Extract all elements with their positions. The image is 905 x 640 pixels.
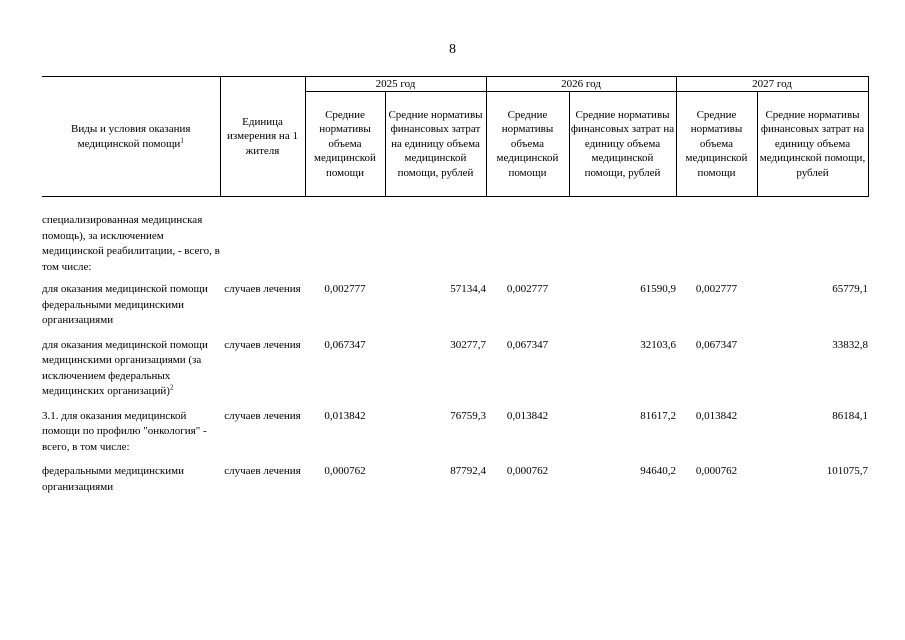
row-volume-2025 [305,213,385,282]
row-volume-2027: 0,067347 [695,338,738,351]
row-volume-2026: 0,000762 [506,465,549,477]
row-name: специализированная медицинская помощь), за исключением медицинской реабилитации, - всего, в том числе: [42,214,220,273]
table-row [42,282,868,338]
table-row [42,338,868,409]
header-year-2027: 2027 год [676,77,868,92]
row-unit: случаев лечения [224,338,301,351]
row-volume-2026: 0,002777 [506,283,549,295]
table-row [42,213,868,282]
header-unit: Единица измерения на 1 жителя [220,77,305,197]
row-volume-2026: 0,013842 [506,409,549,422]
row-finance-2027: 86184,1 [832,409,868,422]
row-finance-2026: 81617,2 [640,409,676,422]
row-unit: случаев лечения [224,283,301,295]
header-2027-volume: Средние нормативы объема медицинской помощи [676,92,757,197]
row-name: федеральными медицинскими организациями [42,465,185,493]
page-number: 8 [449,42,456,57]
row-volume-2025: 0,002777 [324,283,366,295]
row-volume-2027: 0,002777 [695,283,738,295]
row-footnote: 2 [169,383,174,392]
header-2025-volume: Средние нормативы объема медицинской помощи [305,92,385,197]
row-finance-2027: 101075,7 [826,465,868,477]
row-finance-2026 [569,213,676,282]
header-type-of-care [42,77,220,197]
row-unit [220,213,305,282]
table-row [42,409,868,465]
header-year-2026: 2026 год [486,77,676,92]
header-year-2025: 2025 год [305,77,486,92]
header-2027-finance: Средние нормативы финансовых затрат на единицу объема медицинской помощи, рублей [757,92,868,197]
row-finance-2026: 32103,6 [640,338,676,351]
row-finance-2027: 33832,8 [832,338,868,351]
row-name: для оказания медицинской помощи медицинскими организациями (за исключением федеральных медицинских организаций)$^2$ [42,338,208,397]
row-unit: случаев лечения [224,465,301,477]
row-finance-2026: 61590,9 [640,283,676,295]
row-volume-2025: 0,000762 [324,465,366,477]
table-row [42,464,868,504]
row-name: для оказания медицинской помощи федеральными медицинскими организациями [42,283,208,326]
row-volume-2026: 0,067347 [506,338,549,351]
row-volume-2026 [486,213,569,282]
row-finance-2025: 87792,4 [450,465,486,477]
header-2025-finance: Средние нормативы финансовых затрат на единицу объема медицинской помощи, рублей [385,92,486,197]
header-type-text: Виды и условия оказания медицинской помощи [71,123,191,150]
row-finance-2025 [385,213,486,282]
header-2026-volume: Средние нормативы объема медицинской помощи [486,92,569,197]
header-2026-finance: Средние нормативы финансовых затрат на единицу объема медицинской помощи, рублей [569,92,676,197]
row-name: 3.1. для оказания медицинской помощи по профилю "онкология" - всего, в том числе: [42,409,207,453]
row-volume-2027: 0,000762 [695,465,738,477]
row-volume-2025: 0,013842 [324,409,366,422]
row-volume-2027: 0,013842 [695,409,738,422]
row-volume-2025: 0,067347 [324,338,366,351]
row-finance-2025: 57134,4 [450,283,486,295]
row-finance-2027 [757,213,868,282]
row-finance-2025: 76759,3 [450,409,486,422]
norms-table [42,76,869,504]
row-unit: случаев лечения [224,409,301,422]
row-finance-2026: 94640,2 [640,465,676,477]
header-type-footnote: 1 [180,135,184,144]
row-finance-2027: 65779,1 [832,283,868,295]
row-finance-2025: 30277,7 [450,338,486,351]
row-volume-2027 [676,213,757,282]
